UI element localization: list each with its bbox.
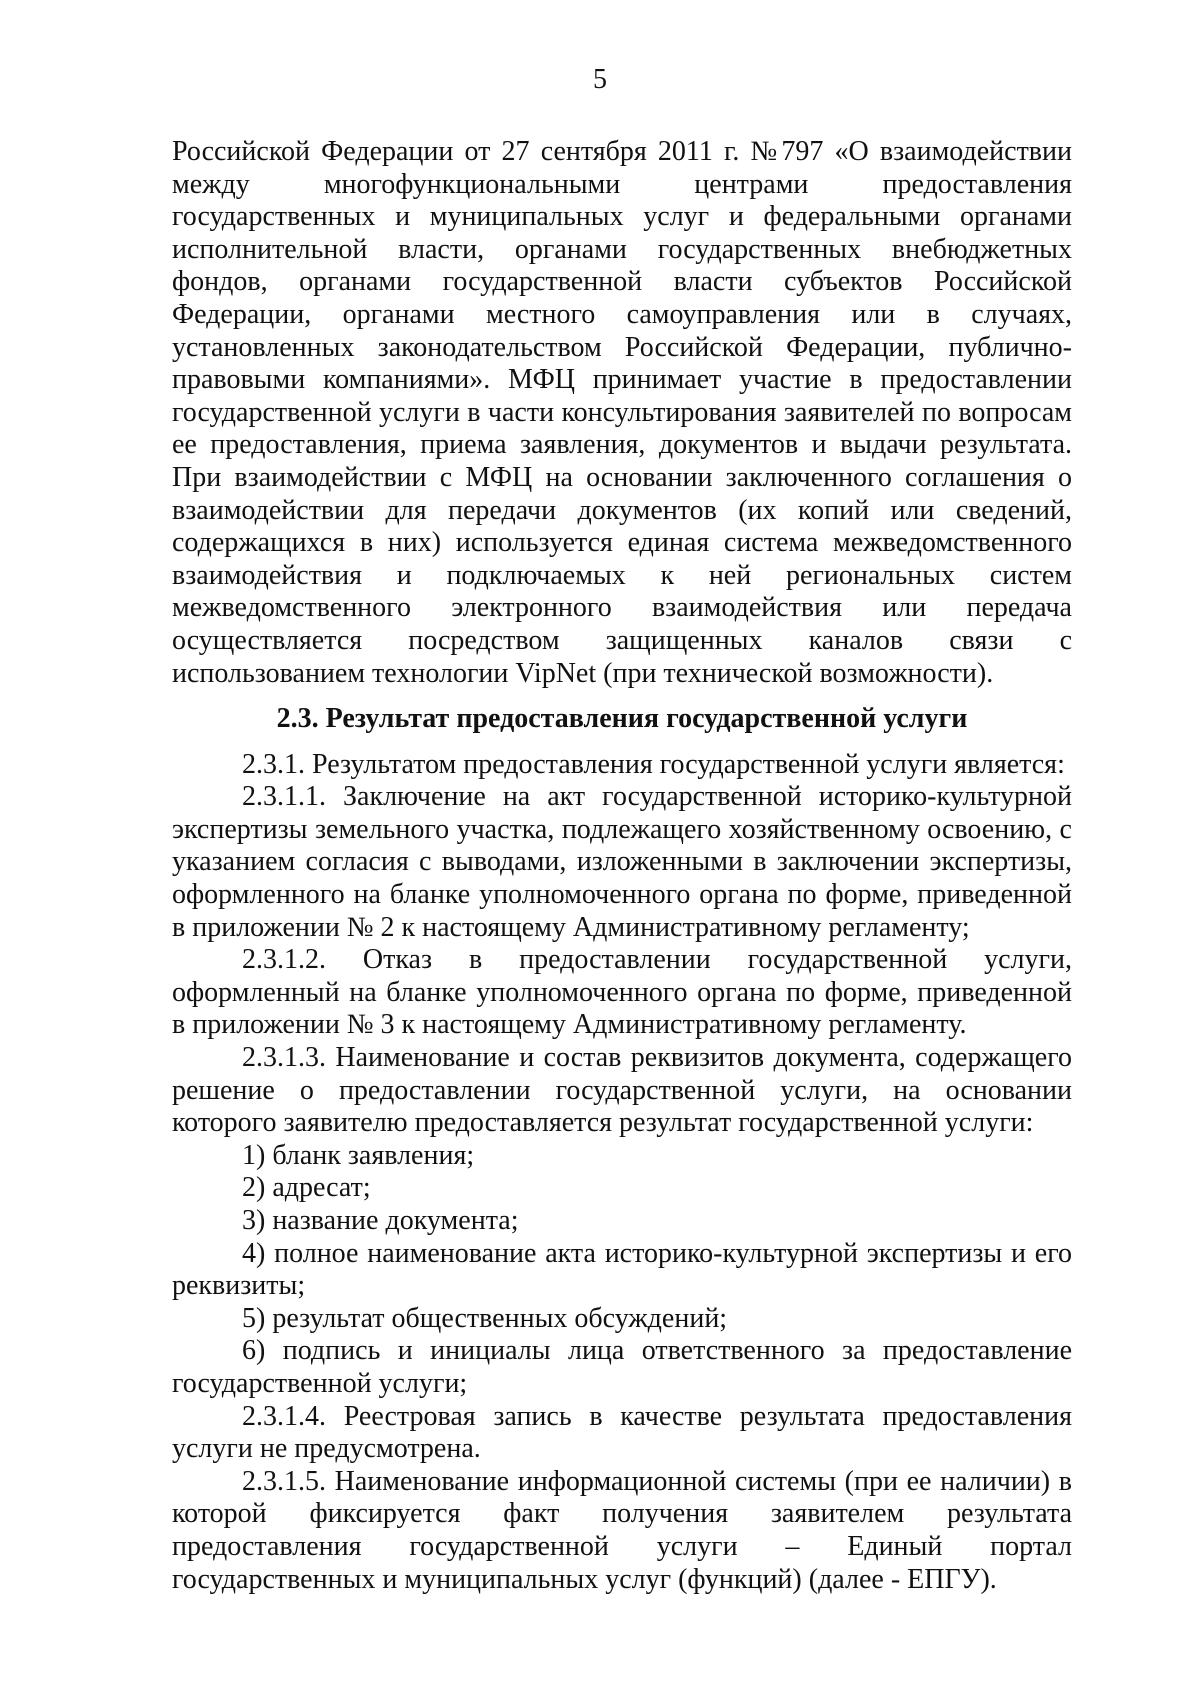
paragraph-2-3-1-1: 2.3.1.1. Заключение на акт государственной историко-культурной экспертизы земельного участка, подлежащего хозяйственному освоению, с указанием согласия с выводами, изложенными в заключении экспертизы, оформленного на бланке уполномоченного органа по форме, приведенной в приложении № 2 к настоящему Административному регламенту; [172, 781, 1072, 943]
paragraph-2-3-1-2: 2.3.1.2. Отказ в предоставлении государственной услуги, оформленный на бланке уполномоченного органа по форме, приведенной в приложении № 3 к настоящему Административному регламенту. [172, 944, 1072, 1041]
paragraph-2-3-1: 2.3.1. Результатом предоставления государственной услуги является: [242, 748, 1065, 780]
list-item-1: 1) бланк заявления; [242, 1139, 475, 1171]
list-item-5: 5) результат общественных обсуждений; [242, 1302, 728, 1334]
section-heading: 2.3. Результат предоставления государственной услуги [276, 703, 968, 735]
paragraph-2-3-1-3: 2.3.1.3. Наименование и состав реквизитов документа, содержащего решение о предоставлении государственной услуги, на основании которого заявителю предоставляется результат государственной услуги: [172, 1042, 1072, 1139]
list-item-4: 4) полное наименование акта историко-культурной экспертизы и его реквизиты; [172, 1237, 1072, 1302]
paragraph-2-3-1-4: 2.3.1.4. Реестровая запись в качестве результата предоставления услуги не предусмотрена. [172, 1400, 1072, 1465]
page-number: 5 [593, 64, 607, 95]
list-item-6: 6) подпись и инициалы лица ответственного за предоставление государственной услуги; [172, 1335, 1072, 1399]
list-item-2: 2) адресат; [242, 1172, 371, 1204]
paragraph-mfc-interaction: Российской Федерации от 27 сентября 2011 г. №797 «О взаимодействии между многофункциональными центрами предоставления государственных и муниципальных услуг и федеральными органами исполнительной власти, органами государственных внебюджетных фондов, органами государственной власти субъектов Российской Федерации, органами местного самоуправления или в случаях, установленных законодательством Российской Федерации, публично-правовыми компаниями». МФЦ принимает участие в предоставлении государственной услуги в части консультирования заявителей по вопросам ее предоставления, приема заявления, документов и выдачи результата. При взаимодействии с МФЦ на основании заключенного соглашения о взаимодействии для передачи документов (их копий или сведений, содержащихся в них) используется единая система межведомственного взаимодействия и подключаемых к ней региональных систем межведомственного электронного взаимодействия или передача осуществляется посредством защищенных каналов связи с использованием технологии VipNet (при технической возможности). [172, 136, 1072, 689]
document-body [172, 136, 1072, 1596]
list-item-3: 3) название документа; [242, 1205, 519, 1236]
paragraph-2-3-1-5: 2.3.1.5. Наименование информационной системы (при ее наличии) в которой фиксируется факт получения заявителем результата предоставления государственной услуги – Единый портал государственных и муниципальных услуг (функций) (далее - ЕПГУ). [172, 1465, 1072, 1595]
